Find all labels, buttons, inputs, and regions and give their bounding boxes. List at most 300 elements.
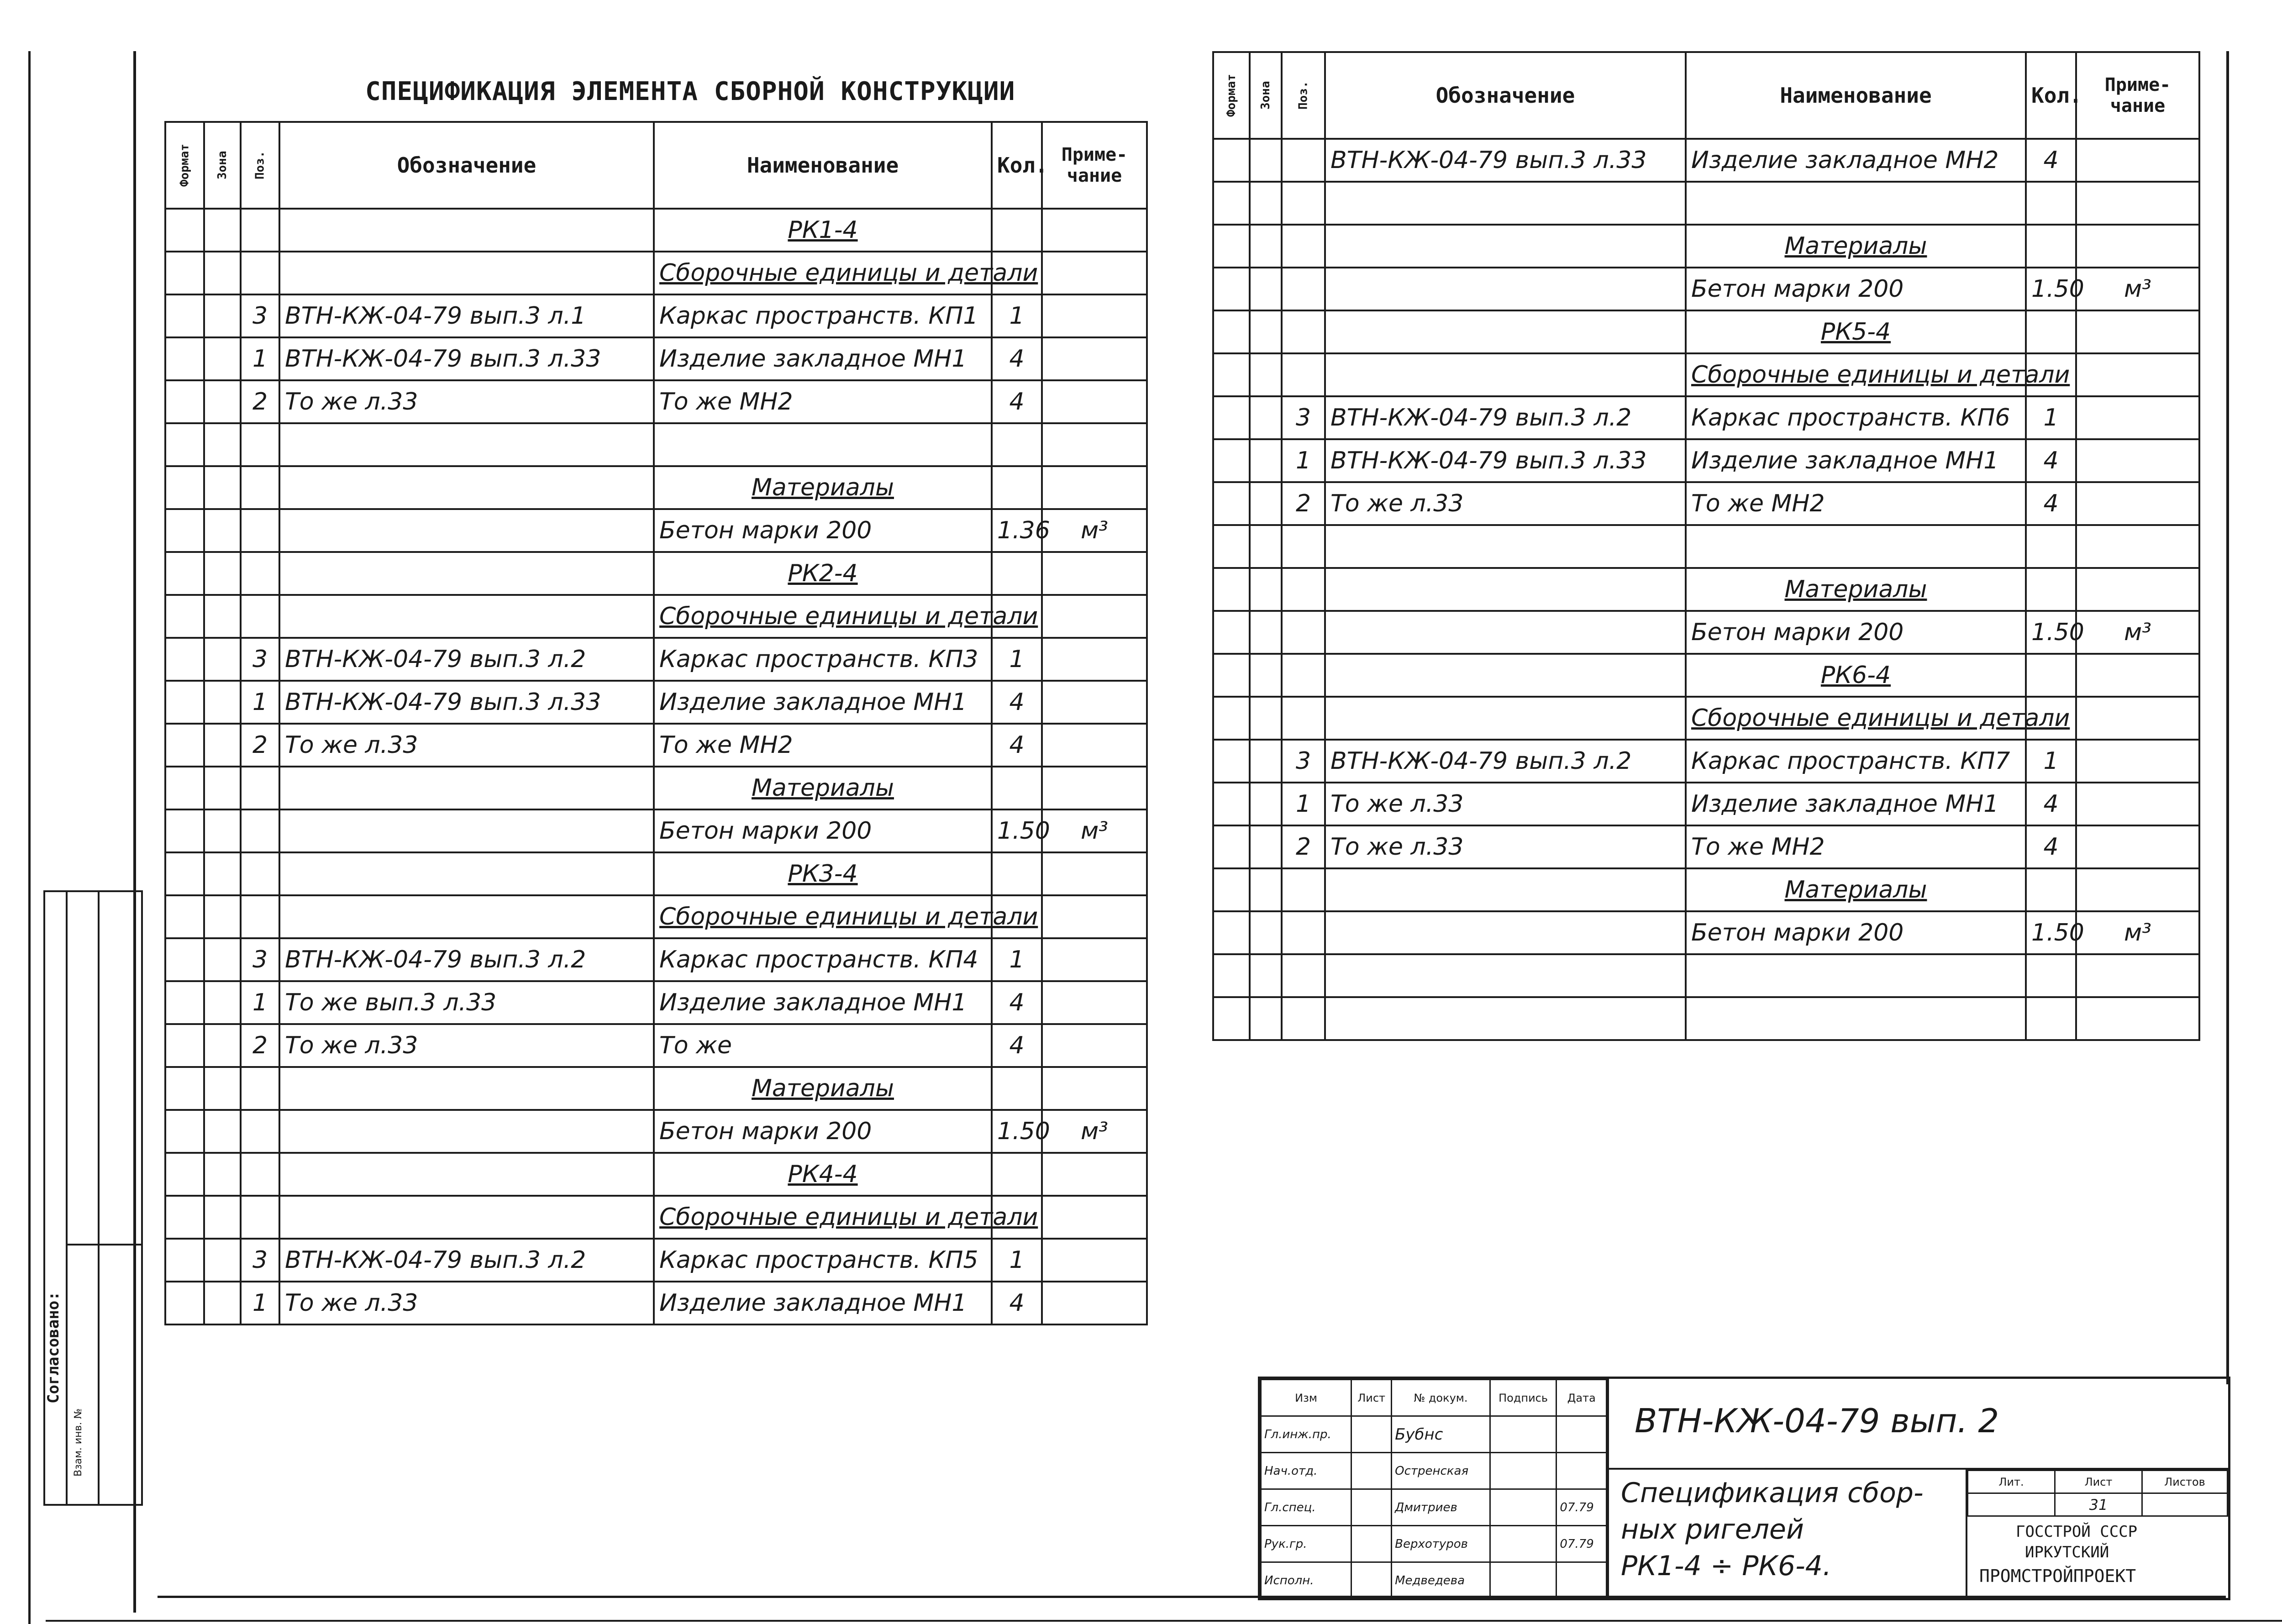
- qty-cell: 1.36: [992, 509, 1042, 552]
- format-cell: [165, 895, 204, 938]
- person-role: Нач.отд.: [1261, 1453, 1351, 1489]
- designation-cell: [279, 767, 654, 809]
- name-cell: Сборочные единицы и детали: [1686, 697, 2026, 740]
- name-cell: Сборочные единицы и детали: [654, 1196, 992, 1239]
- frame-right: [2226, 51, 2229, 1384]
- zone-cell: [1250, 353, 1282, 396]
- designation-cell: [1325, 611, 1686, 654]
- col-designation: Обозначение: [279, 122, 654, 209]
- note-cell: [2076, 310, 2199, 353]
- person-date: [1556, 1416, 1607, 1453]
- description-line: ных ригелей: [1621, 1514, 1804, 1545]
- table-row: [165, 981, 1147, 1024]
- format-cell: [1213, 353, 1250, 396]
- table-row: [165, 552, 1147, 595]
- table-row: [1213, 868, 2199, 911]
- format-cell: [165, 1067, 204, 1110]
- zone-cell: [204, 1153, 241, 1196]
- note-cell: [1042, 638, 1147, 681]
- designation-cell: [1325, 868, 1686, 911]
- pos-cell: 3: [241, 638, 279, 681]
- designation-cell: ВТН-КЖ-04-79 вып.3 л.33: [1325, 439, 1686, 482]
- format-cell: [165, 767, 204, 809]
- format-cell: [1213, 740, 1250, 783]
- pos-cell: [1282, 268, 1325, 310]
- qty-cell: 1: [992, 294, 1042, 337]
- zone-cell: [204, 1239, 241, 1282]
- format-cell: [165, 1153, 204, 1196]
- qty-cell: 1: [992, 1239, 1042, 1282]
- stamp-divider: [66, 1244, 141, 1246]
- format-cell: [1213, 697, 1250, 740]
- pos-cell: [241, 595, 279, 638]
- table-row: [165, 209, 1147, 252]
- sheet-bottom-edge: [46, 1620, 2282, 1622]
- qty-cell: [992, 552, 1042, 595]
- name-cell: То же МН2: [1686, 825, 2026, 868]
- name-cell: Изделие закладное МН1: [654, 681, 992, 724]
- hdr-sign: Подпись: [1490, 1380, 1556, 1416]
- pos-cell: 3: [1282, 396, 1325, 439]
- qty-cell: 4: [2026, 783, 2076, 825]
- designation-cell: [279, 423, 654, 466]
- designation-cell: [1325, 225, 1686, 268]
- designation-cell: ВТН-КЖ-04-79 вып.3 л.2: [279, 938, 654, 981]
- qty-cell: 1: [992, 938, 1042, 981]
- qty-cell: 4: [2026, 825, 2076, 868]
- pos-cell: [241, 895, 279, 938]
- pos-cell: [1282, 997, 1325, 1040]
- pos-cell: [241, 509, 279, 552]
- qty-cell: 4: [2026, 482, 2076, 525]
- name-cell: Материалы: [1686, 225, 2026, 268]
- designation-cell: [279, 852, 654, 895]
- note-cell: [1042, 981, 1147, 1024]
- designation-cell: [279, 809, 654, 852]
- sheet-value: 31: [2055, 1493, 2142, 1516]
- note-cell: [1042, 1282, 1147, 1324]
- note-cell: [2076, 825, 2199, 868]
- format-cell: [165, 938, 204, 981]
- name-cell: РК4-4: [654, 1153, 992, 1196]
- zone-cell: [1250, 225, 1282, 268]
- qty-cell: 1: [2026, 396, 2076, 439]
- table-row: [1213, 997, 2199, 1040]
- designation-cell: [1325, 954, 1686, 997]
- name-cell: Каркас пространств. КП6: [1686, 396, 2026, 439]
- pos-cell: [241, 767, 279, 809]
- note-cell: [2076, 139, 2199, 182]
- designation-cell: То же вып.3 л.33: [279, 981, 654, 1024]
- name-cell: [1686, 182, 2026, 225]
- zone-cell: [1250, 997, 1282, 1040]
- qty-cell: [2026, 654, 2076, 697]
- qty-cell: 1.50: [2026, 611, 2076, 654]
- zone-cell: [204, 1110, 241, 1153]
- pos-cell: 3: [1282, 740, 1325, 783]
- zone-cell: [204, 337, 241, 380]
- table-row: [165, 938, 1147, 981]
- note-cell: [2076, 525, 2199, 568]
- pos-cell: 3: [241, 294, 279, 337]
- table-row: [165, 252, 1147, 294]
- note-cell: [1042, 1067, 1147, 1110]
- col-qty: Кол.: [2026, 52, 2076, 139]
- designation-cell: [1325, 525, 1686, 568]
- note-cell: [1042, 724, 1147, 767]
- zone-cell: [1250, 697, 1282, 740]
- note-cell: [1042, 895, 1147, 938]
- name-cell: [1686, 954, 2026, 997]
- zone-cell: [204, 767, 241, 809]
- hdr-izm: Изм: [1261, 1380, 1351, 1416]
- pos-cell: 1: [1282, 783, 1325, 825]
- sheet-info-table: [1967, 1470, 2228, 1517]
- name-cell: Сборочные единицы и детали: [1686, 353, 2026, 396]
- designation-cell: [1325, 997, 1686, 1040]
- designation-cell: [279, 1110, 654, 1153]
- zone-cell: [204, 423, 241, 466]
- designation-cell: [279, 509, 654, 552]
- hdr-doc: № докум.: [1392, 1380, 1490, 1416]
- pos-cell: 1: [241, 1282, 279, 1324]
- zone-cell: [1250, 783, 1282, 825]
- format-cell: [1213, 225, 1250, 268]
- note-cell: [2076, 439, 2199, 482]
- zone-cell: [1250, 182, 1282, 225]
- zone-cell: [1250, 611, 1282, 654]
- table-row: [165, 724, 1147, 767]
- format-cell: [165, 209, 204, 252]
- qty-cell: 1: [992, 638, 1042, 681]
- zone-cell: [1250, 139, 1282, 182]
- note-cell: [1042, 938, 1147, 981]
- table-row: [1213, 954, 2199, 997]
- qty-cell: [2026, 997, 2076, 1040]
- pos-cell: [1282, 353, 1325, 396]
- table-row: [165, 852, 1147, 895]
- qty-cell: [2026, 182, 2076, 225]
- zone-cell: [204, 595, 241, 638]
- zone-cell: [204, 681, 241, 724]
- qty-cell: 4: [992, 981, 1042, 1024]
- col-pos: Поз.: [241, 122, 279, 209]
- revision-table: [1260, 1379, 1607, 1599]
- designation-cell: [279, 209, 654, 252]
- format-cell: [1213, 139, 1250, 182]
- note-cell: [1042, 1024, 1147, 1067]
- qty-cell: 1.50: [2026, 911, 2076, 954]
- pos-cell: [241, 466, 279, 509]
- note-cell: [2076, 482, 2199, 525]
- name-cell: [1686, 997, 2026, 1040]
- zone-cell: [1250, 310, 1282, 353]
- designation-cell: [279, 252, 654, 294]
- note-cell: [2076, 954, 2199, 997]
- format-cell: [165, 595, 204, 638]
- table-row: [165, 895, 1147, 938]
- sheets-label: Листов: [2142, 1471, 2228, 1493]
- note-cell: [2076, 182, 2199, 225]
- pos-cell: [241, 1196, 279, 1239]
- pos-cell: 1: [241, 981, 279, 1024]
- col-note: Приме-чание: [1042, 122, 1147, 209]
- person-name: Медведева: [1392, 1562, 1490, 1599]
- col-designation: Обозначение: [1325, 52, 1686, 139]
- name-cell: [1686, 525, 2026, 568]
- format-cell: [1213, 268, 1250, 310]
- table-row: [1213, 654, 2199, 697]
- zone-cell: [204, 294, 241, 337]
- zone-cell: [204, 509, 241, 552]
- name-cell: Бетон марки 200: [1686, 911, 2026, 954]
- format-cell: [165, 380, 204, 423]
- table-row: [165, 1239, 1147, 1282]
- format-cell: [1213, 611, 1250, 654]
- qty-cell: [2026, 568, 2076, 611]
- note-cell: [1042, 466, 1147, 509]
- sheet-border-left: [28, 51, 31, 1624]
- table-row: [165, 509, 1147, 552]
- pos-cell: [1282, 225, 1325, 268]
- pos-cell: [1282, 139, 1325, 182]
- table-row: [1213, 310, 2199, 353]
- format-cell: [165, 423, 204, 466]
- name-cell: РК5-4: [1686, 310, 2026, 353]
- designation-cell: То же л.33: [1325, 482, 1686, 525]
- inv-label: Взам. инв. №: [73, 1408, 84, 1477]
- format-cell: [1213, 868, 1250, 911]
- pos-cell: [1282, 954, 1325, 997]
- format-cell: [1213, 654, 1250, 697]
- pos-cell: [241, 809, 279, 852]
- org-line: ИРКУТСКИЙ: [2025, 1543, 2109, 1561]
- designation-cell: ВТН-КЖ-04-79 вып.3 л.1: [279, 294, 654, 337]
- format-cell: [165, 337, 204, 380]
- table-row: [165, 1196, 1147, 1239]
- qty-cell: 1.50: [992, 1110, 1042, 1153]
- name-cell: Бетон марки 200: [1686, 268, 2026, 310]
- format-cell: [1213, 310, 1250, 353]
- table-row: [165, 767, 1147, 809]
- org-line: ГОССТРОЙ СССР: [2016, 1523, 2138, 1541]
- name-cell: Каркас пространств. КП5: [654, 1239, 992, 1282]
- pos-cell: [1282, 697, 1325, 740]
- designation-cell: [279, 1153, 654, 1196]
- person-date: 07.79: [1556, 1526, 1607, 1562]
- name-cell: Изделие закладное МН1: [654, 337, 992, 380]
- qty-cell: [2026, 310, 2076, 353]
- qty-cell: 4: [992, 681, 1042, 724]
- note-cell: м³: [1042, 809, 1147, 852]
- note-cell: [2076, 783, 2199, 825]
- name-cell: Материалы: [654, 1067, 992, 1110]
- designation-cell: [279, 1067, 654, 1110]
- designation-cell: ВТН-КЖ-04-79 вып.3 л.2: [279, 1239, 654, 1282]
- format-cell: [165, 1239, 204, 1282]
- note-cell: [1042, 595, 1147, 638]
- designation-cell: То же л.33: [279, 1282, 654, 1324]
- note-cell: м³: [2076, 611, 2199, 654]
- left-spec-table: [164, 121, 1148, 1325]
- note-cell: [2076, 396, 2199, 439]
- format-cell: [1213, 525, 1250, 568]
- zone-cell: [204, 209, 241, 252]
- pos-cell: [241, 423, 279, 466]
- table-row: [1213, 396, 2199, 439]
- table-row: [1213, 697, 2199, 740]
- format-cell: [165, 252, 204, 294]
- table-row: [1213, 268, 2199, 310]
- name-cell: Материалы: [654, 767, 992, 809]
- stamp-divider: [66, 892, 68, 1504]
- note-cell: м³: [2076, 911, 2199, 954]
- table-row: [1213, 568, 2199, 611]
- zone-cell: [204, 852, 241, 895]
- designation-cell: [1325, 353, 1686, 396]
- format-cell: [1213, 396, 1250, 439]
- pos-cell: 3: [241, 1239, 279, 1282]
- table-row: [1213, 482, 2199, 525]
- pos-cell: [1282, 568, 1325, 611]
- name-cell: Изделие закладное МН1: [1686, 439, 2026, 482]
- designation-cell: [279, 552, 654, 595]
- person-name: Остренская: [1392, 1453, 1490, 1489]
- zone-cell: [1250, 954, 1282, 997]
- side-stamp: [43, 890, 143, 1506]
- zone-cell: [1250, 439, 1282, 482]
- name-cell: То же МН2: [654, 724, 992, 767]
- pos-cell: [241, 1110, 279, 1153]
- name-cell: То же МН2: [654, 380, 992, 423]
- qty-cell: [992, 466, 1042, 509]
- qty-cell: 4: [2026, 139, 2076, 182]
- note-cell: [2076, 868, 2199, 911]
- name-cell: [654, 423, 992, 466]
- pos-cell: [241, 552, 279, 595]
- name-cell: Бетон марки 200: [1686, 611, 2026, 654]
- name-cell: Материалы: [1686, 568, 2026, 611]
- qty-cell: 4: [992, 380, 1042, 423]
- qty-cell: 1: [2026, 740, 2076, 783]
- designation-cell: ВТН-КЖ-04-79 вып.3 л.2: [1325, 396, 1686, 439]
- name-cell: Бетон марки 200: [654, 509, 992, 552]
- pos-cell: [1282, 911, 1325, 954]
- name-cell: Изделие закладное МН1: [654, 981, 992, 1024]
- col-qty: Кол.: [992, 122, 1042, 209]
- note-cell: [1042, 1196, 1147, 1239]
- qty-cell: [992, 852, 1042, 895]
- person-date: [1556, 1453, 1607, 1489]
- zone-cell: [1250, 911, 1282, 954]
- title-block: [1258, 1377, 2230, 1600]
- qty-cell: [2026, 954, 2076, 997]
- col-format: Формат: [165, 122, 204, 209]
- hdr-list: Лист: [1351, 1380, 1392, 1416]
- name-cell: Каркас пространств. КП3: [654, 638, 992, 681]
- zone-cell: [1250, 268, 1282, 310]
- qty-cell: 4: [992, 337, 1042, 380]
- pos-cell: 1: [1282, 439, 1325, 482]
- format-cell: [165, 638, 204, 681]
- format-cell: [165, 681, 204, 724]
- col-zone: Зона: [1250, 52, 1282, 139]
- designation-cell: То же л.33: [279, 380, 654, 423]
- format-cell: [165, 724, 204, 767]
- pos-cell: 1: [241, 681, 279, 724]
- designation-cell: [1325, 911, 1686, 954]
- note-cell: [1042, 294, 1147, 337]
- person-date: [1556, 1562, 1607, 1599]
- table-row: [165, 1153, 1147, 1196]
- pos-cell: 2: [1282, 825, 1325, 868]
- zone-cell: [204, 1067, 241, 1110]
- name-cell: Бетон марки 200: [654, 809, 992, 852]
- person-name: Дмитриев: [1392, 1489, 1490, 1526]
- agreed-label: Согласовано:: [44, 1291, 63, 1403]
- zone-cell: [204, 638, 241, 681]
- designation-cell: [279, 1196, 654, 1239]
- designation-cell: [279, 895, 654, 938]
- qty-cell: [992, 209, 1042, 252]
- format-cell: [165, 552, 204, 595]
- zone-cell: [204, 252, 241, 294]
- note-cell: [1042, 337, 1147, 380]
- tb-divider: [1607, 1379, 1609, 1598]
- table-row: [1213, 225, 2199, 268]
- name-cell: Сборочные единицы и детали: [654, 895, 992, 938]
- name-cell: РК2-4: [654, 552, 992, 595]
- person-role: Рук.гр.: [1261, 1526, 1351, 1562]
- note-cell: [1042, 252, 1147, 294]
- table-row: [165, 466, 1147, 509]
- spec-title: СПЕЦИФИКАЦИЯ ЭЛЕМЕНТА СБОРНОЙ КОНСТРУКЦИИ: [365, 77, 1015, 106]
- zone-cell: [1250, 740, 1282, 783]
- note-cell: [2076, 225, 2199, 268]
- col-note: Приме-чание: [2076, 52, 2199, 139]
- person-role: Гл.спец.: [1261, 1489, 1351, 1526]
- lit-label: Лит.: [1968, 1471, 2055, 1493]
- designation-cell: [1325, 697, 1686, 740]
- table-row: [1213, 353, 2199, 396]
- table-row: [1213, 439, 2199, 482]
- doc-code: ВТН-КЖ-04-79 вып. 2: [1635, 1402, 1999, 1440]
- format-cell: [1213, 568, 1250, 611]
- note-cell: м³: [2076, 268, 2199, 310]
- name-cell: Изделие закладное МН2: [1686, 139, 2026, 182]
- pos-cell: [241, 209, 279, 252]
- designation-cell: ВТН-КЖ-04-79 вып.3 л.33: [279, 337, 654, 380]
- table-row: [1213, 525, 2199, 568]
- pos-cell: [241, 1153, 279, 1196]
- name-cell: Сборочные единицы и детали: [654, 252, 992, 294]
- pos-cell: [1282, 525, 1325, 568]
- note-cell: [1042, 681, 1147, 724]
- format-cell: [1213, 182, 1250, 225]
- zone-cell: [204, 380, 241, 423]
- note-cell: [1042, 767, 1147, 809]
- note-cell: [1042, 552, 1147, 595]
- designation-cell: [1325, 654, 1686, 697]
- format-cell: [165, 809, 204, 852]
- note-cell: [2076, 654, 2199, 697]
- format-cell: [165, 852, 204, 895]
- zone-cell: [204, 981, 241, 1024]
- designation-cell: [1325, 268, 1686, 310]
- note-cell: [1042, 423, 1147, 466]
- table-row: [165, 809, 1147, 852]
- name-cell: Материалы: [654, 466, 992, 509]
